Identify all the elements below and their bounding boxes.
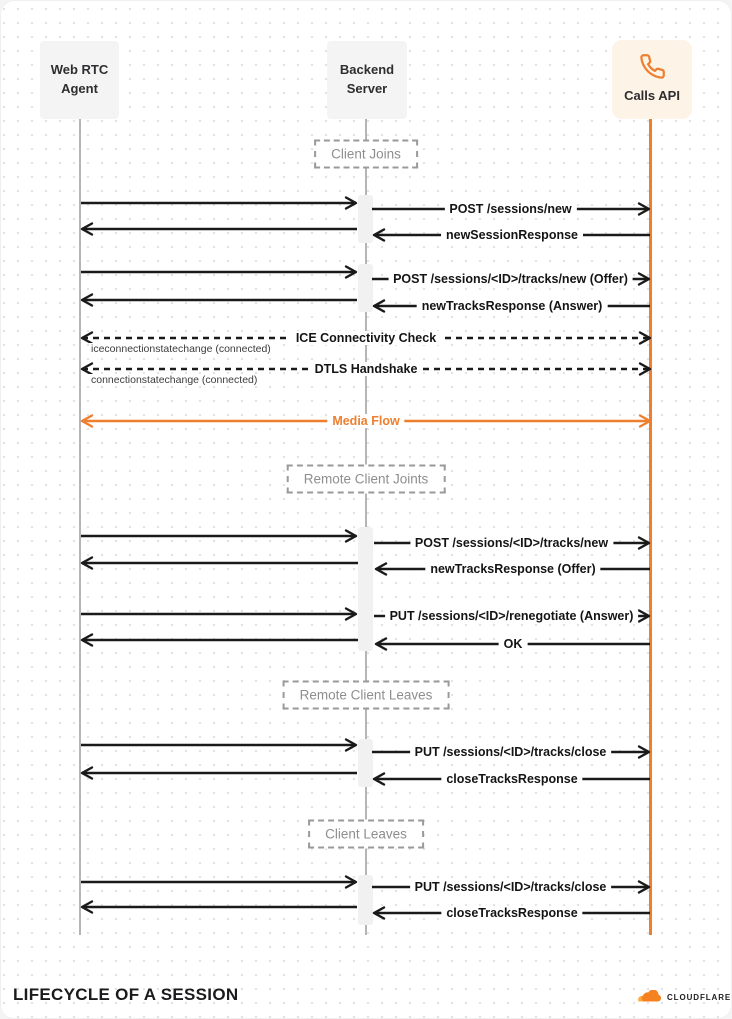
message-arrow bbox=[82, 224, 357, 235]
section-remote-client-joints: Remote Client Joints bbox=[287, 465, 446, 494]
cloudflare-logo bbox=[637, 990, 663, 1004]
message-label: PUT /sessions/<ID>/renegotiate (Answer) bbox=[385, 609, 639, 623]
message-arrow bbox=[81, 877, 356, 888]
message-arrow bbox=[82, 635, 358, 646]
message-arrow bbox=[81, 267, 356, 278]
cloudflare-brand bbox=[637, 990, 731, 1004]
message-arrow bbox=[81, 531, 356, 542]
message-arrow bbox=[81, 740, 356, 751]
message-label: PUT /sessions/<ID>/tracks/close bbox=[410, 880, 612, 894]
message-arrow bbox=[82, 768, 357, 779]
cloudflare-wordmark: CLOUDFLARE bbox=[667, 992, 732, 1002]
message-label: POST /sessions/new bbox=[444, 202, 576, 216]
message-label: newTracksResponse (Offer) bbox=[425, 562, 600, 576]
message-label: closeTracksResponse bbox=[441, 772, 582, 786]
page-title: LIFECYCLE OF A SESSION bbox=[13, 985, 239, 1004]
lifeline-webrtc-agent bbox=[79, 119, 81, 935]
actor-calls-api bbox=[612, 40, 692, 119]
activation-bar bbox=[358, 739, 373, 787]
message-label: closeTracksResponse bbox=[441, 906, 582, 920]
message-label: POST /sessions/<ID>/tracks/new bbox=[410, 536, 613, 550]
phone-icon bbox=[639, 53, 666, 80]
activation-bar bbox=[358, 527, 373, 651]
message-label: OK bbox=[499, 637, 528, 651]
message-label: newTracksResponse (Answer) bbox=[417, 299, 608, 313]
lifeline-calls-api bbox=[649, 119, 652, 935]
message-label: DTLS Handshake bbox=[310, 362, 423, 376]
message-arrow bbox=[82, 902, 357, 913]
actor-label: Backend Server bbox=[339, 62, 395, 96]
message-label: PUT /sessions/<ID>/tracks/close bbox=[410, 745, 612, 759]
message-label: ICE Connectivity Check bbox=[291, 331, 441, 345]
event-sublabel: iceconnectionstatechange (connected) bbox=[91, 343, 271, 355]
message-arrow bbox=[81, 198, 356, 209]
activation-bar bbox=[358, 264, 373, 312]
actor-label: Calls API bbox=[624, 88, 680, 104]
actor-backend-server bbox=[327, 41, 407, 119]
section-client-leaves: Client Leaves bbox=[308, 820, 424, 849]
section-client-joins: Client Joins bbox=[314, 140, 418, 169]
message-label: POST /sessions/<ID>/tracks/new (Offer) bbox=[388, 272, 633, 286]
message-label: Media Flow bbox=[327, 414, 404, 428]
section-remote-client-leaves: Remote Client Leaves bbox=[283, 681, 450, 710]
message-arrow bbox=[82, 558, 358, 569]
actor-webrtc-agent bbox=[40, 41, 119, 119]
actor-label: Web RTC Agent bbox=[50, 62, 109, 96]
message-arrow bbox=[81, 609, 356, 620]
message-arrow bbox=[82, 295, 357, 306]
event-sublabel: connectionstatechange (connected) bbox=[91, 374, 258, 386]
message-label: newSessionResponse bbox=[441, 228, 583, 242]
activation-bar bbox=[358, 195, 373, 243]
activation-bar bbox=[358, 875, 373, 925]
